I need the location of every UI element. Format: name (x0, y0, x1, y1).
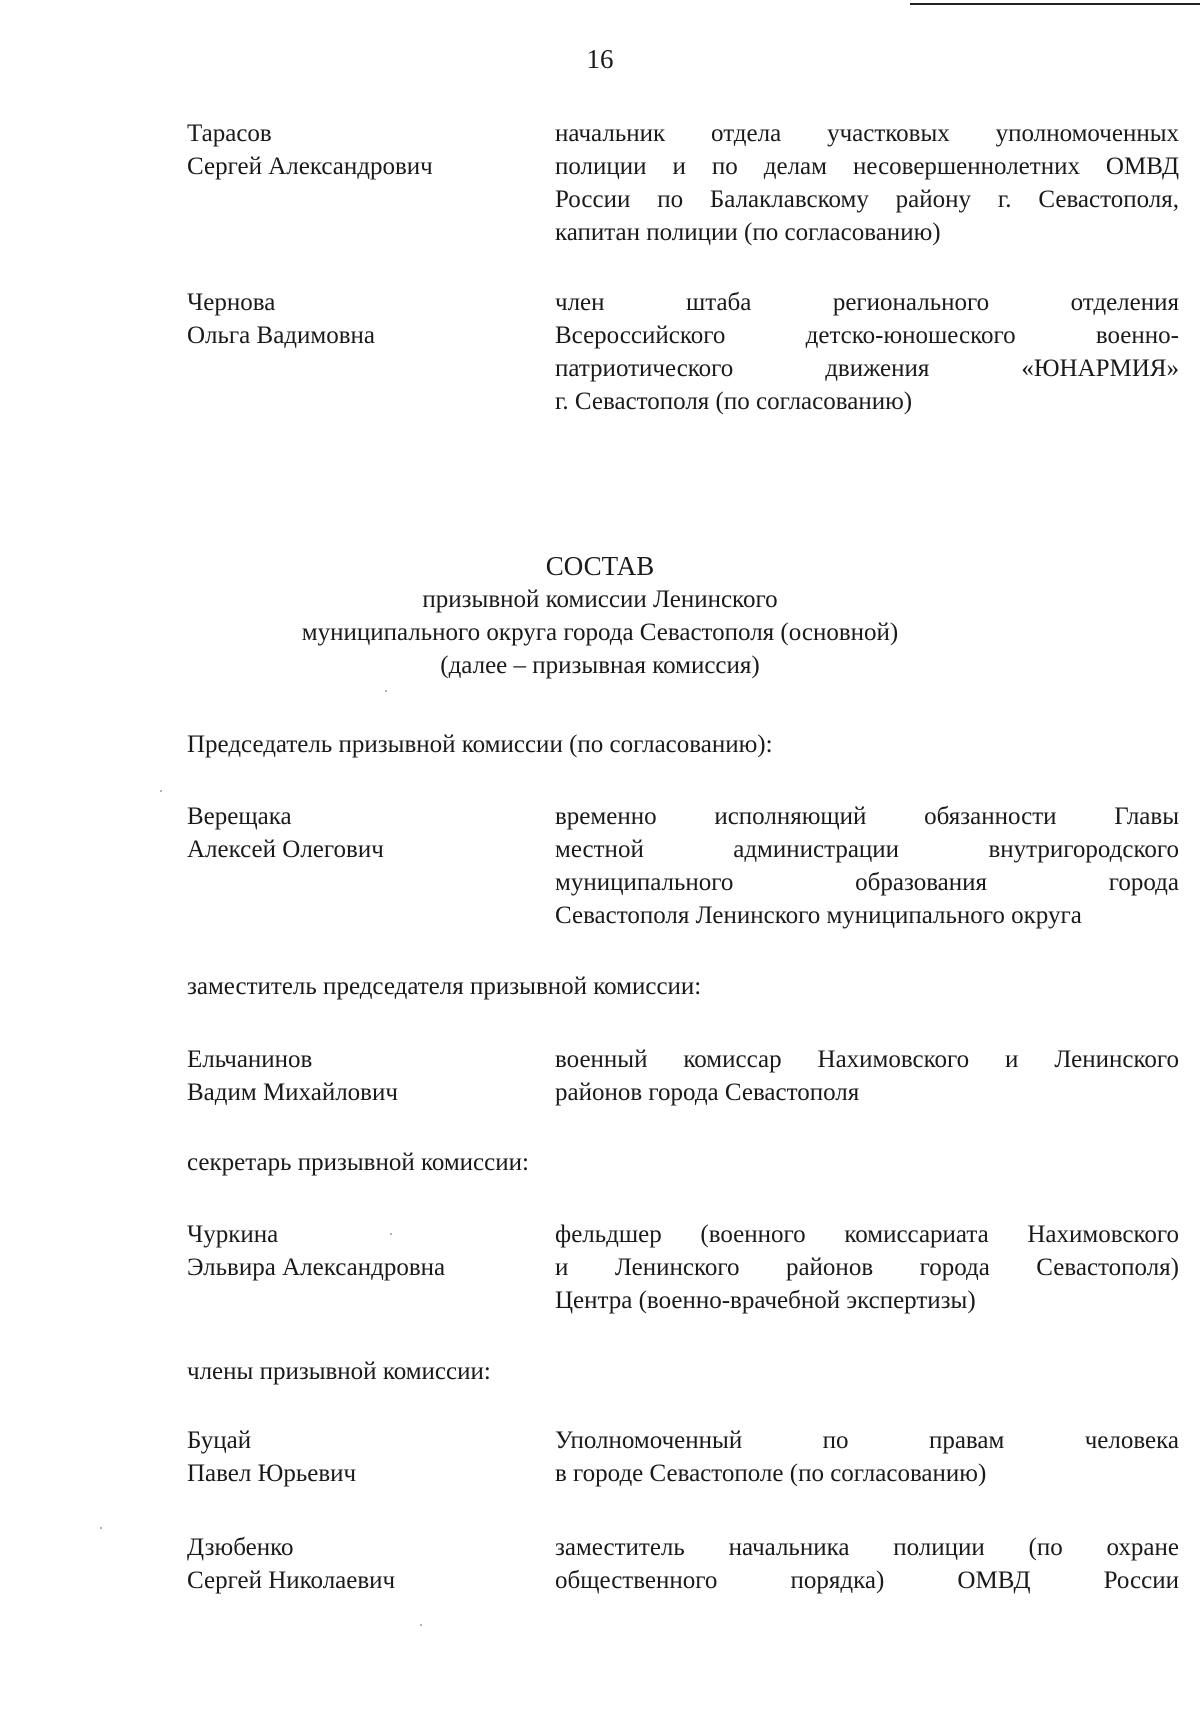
given-names: Вадим Михайлович (187, 1079, 398, 1106)
position-line: муниципального образования города (555, 869, 1179, 896)
position-line: начальник отдела участковых уполномоченных (555, 120, 1179, 147)
surname: Ельчанинов (187, 1046, 313, 1073)
heading-line: муниципального округа города Севастополя (основной) (301, 619, 899, 646)
person-name (187, 1218, 527, 1284)
position-line: общественного порядка) ОМВД России (555, 1567, 1179, 1594)
position-line: и Ленинского районов города Севастополя) (555, 1254, 1179, 1281)
person-position (555, 1531, 1179, 1597)
person-name (187, 1043, 527, 1109)
position-line: патриотического движения «ЮНАРМИЯ» (555, 355, 1179, 382)
position-line: г. Севастополя (по согласованию) (555, 388, 913, 415)
position-line: временно исполняющий обязанности Главы (555, 803, 1179, 830)
position-line: Уполномоченный по правам человека (555, 1427, 1179, 1454)
person-position (555, 117, 1179, 249)
given-names: Алексей Олегович (187, 836, 384, 863)
position-line: капитан полиции (по согласованию) (555, 219, 941, 246)
position-line: военный комиссар Нахимовского и Ленинского (555, 1046, 1179, 1073)
surname: Чернова (187, 289, 276, 316)
deputy-label: заместитель председателя призывной комиссии: (187, 973, 702, 1000)
given-names: Ольга Вадимовна (187, 322, 376, 349)
members-label: члены призывной комиссии: (187, 1358, 491, 1385)
given-names: Эльвира Александровна (187, 1254, 446, 1281)
position-line: районов города Севастополя (555, 1079, 860, 1106)
surname: Чуркина (187, 1221, 279, 1248)
given-names: Сергей Николаевич (187, 1567, 396, 1594)
surname: Дзюбенко (187, 1534, 294, 1561)
person-name (187, 1531, 527, 1597)
page-number: 16 (586, 44, 614, 74)
scan-speck (385, 690, 387, 692)
heading-line: (далее – призывная комиссия) (440, 652, 760, 679)
composition-heading (0, 550, 1200, 682)
person-name (187, 286, 527, 352)
chair-label: Председатель призывной комиссии (по согласованию): (187, 731, 773, 758)
surname: Тарасов (187, 120, 272, 147)
position-line: фельдшер (военного комиссариата Нахимовского (555, 1221, 1179, 1248)
position-line: полиции и по делам несовершеннолетних ОМВД (555, 153, 1179, 180)
scan-speck (160, 790, 162, 792)
position-line: член штаба регионального отделения (555, 289, 1179, 316)
position-line: Центра (военно-врачебной экспертизы) (555, 1287, 976, 1314)
person-position (555, 1043, 1179, 1109)
scan-speck (420, 1624, 422, 1626)
top-rule (910, 3, 1200, 5)
person-position (555, 800, 1179, 932)
person-position (555, 1218, 1179, 1317)
surname: Буцай (187, 1427, 252, 1454)
scan-speck (100, 1527, 102, 1529)
heading-line: призывной комиссии Ленинского (422, 586, 778, 613)
surname: Верещака (187, 803, 292, 830)
scan-speck (390, 1233, 392, 1235)
person-position (555, 286, 1179, 418)
position-line: Севастополя Ленинского муниципального округа (555, 902, 1082, 929)
position-line: местной администрации внутригородского (555, 836, 1179, 863)
given-names: Павел Юрьевич (187, 1460, 357, 1487)
heading-title: СОСТАВ (545, 551, 655, 581)
person-name (187, 1424, 527, 1490)
given-names: Сергей Александрович (187, 153, 433, 180)
position-line: России по Балаклавскому району г. Севастополя, (555, 186, 1179, 213)
position-line: Всероссийского детско-юношеского военно- (555, 322, 1179, 349)
position-line: заместитель начальника полиции (по охране (555, 1534, 1179, 1561)
person-name (187, 117, 527, 183)
person-position (555, 1424, 1179, 1490)
secretary-label: секретарь призывной комиссии: (187, 1149, 529, 1176)
position-line: в городе Севастополе (по согласованию) (555, 1460, 987, 1487)
person-name (187, 800, 527, 866)
